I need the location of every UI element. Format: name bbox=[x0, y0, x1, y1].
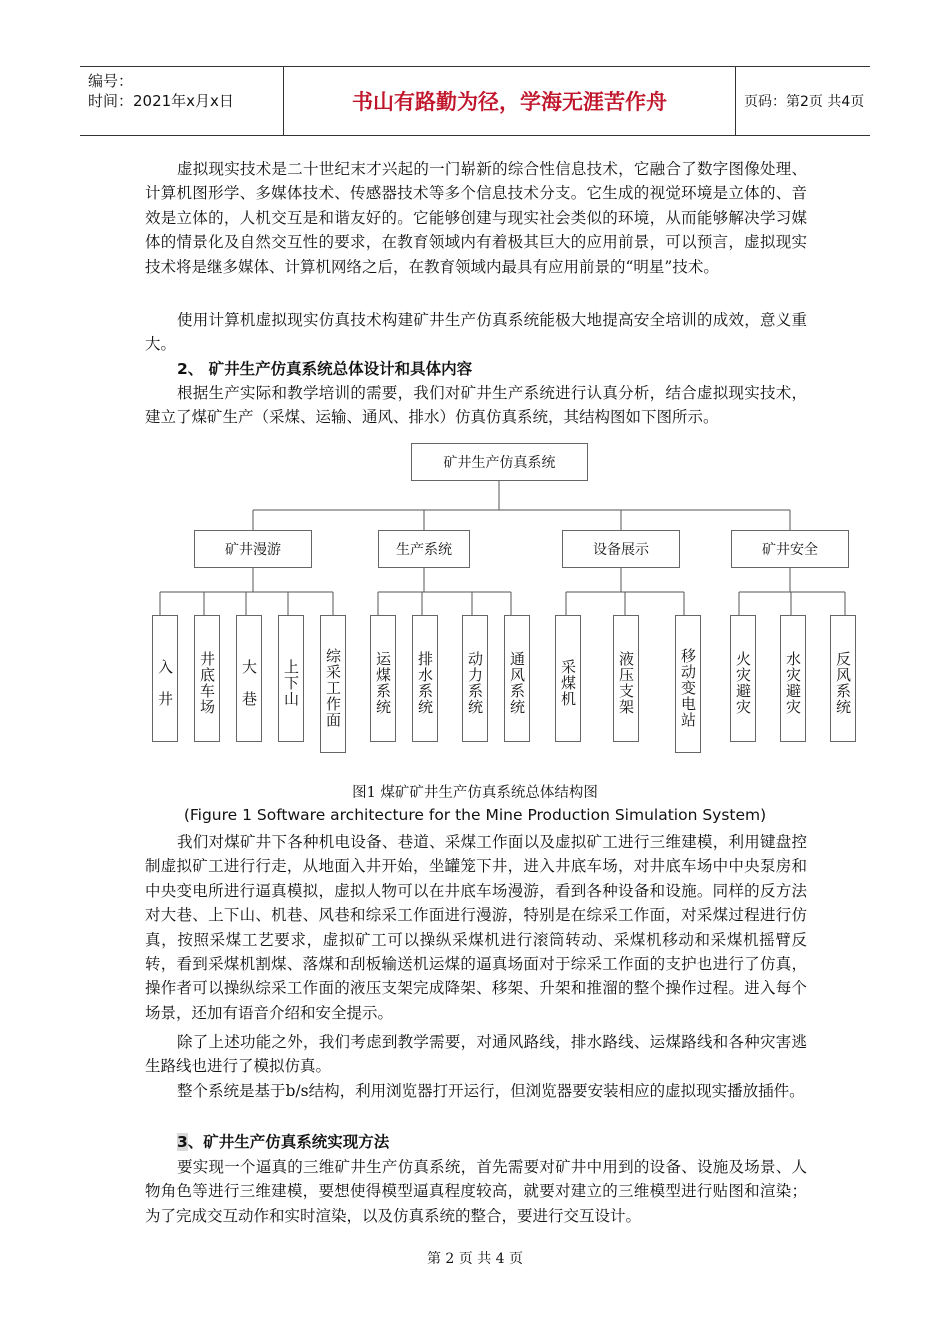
time-label: 时间：2021年x月x日 bbox=[88, 92, 234, 110]
diagram-group-equipment: 设备展示 bbox=[562, 530, 680, 568]
diagram-leaf: 动力系统 bbox=[462, 615, 488, 742]
diagram-group-production: 生产系统 bbox=[378, 530, 470, 568]
diagram-leaf: 上下山 bbox=[278, 615, 304, 742]
diagram-leaf: 井底车场 bbox=[194, 615, 220, 742]
diagram-leaf: 采煤机 bbox=[555, 615, 581, 742]
diagram-leaf: 液压支架 bbox=[613, 615, 639, 742]
page-header bbox=[80, 66, 870, 136]
diagram-leaf: 运煤系统 bbox=[370, 615, 396, 742]
paragraph-structure: 根据生产实际和教学培训的需要，我们对矿井生产系统进行认真分析，结合虚拟现实技术，建立了煤矿生产（采煤、运输、通风、排水）仿真仿真系统，其结构图如下图所示。 bbox=[145, 384, 807, 427]
diagram-leaf: 综采工作面 bbox=[320, 615, 346, 753]
diagram-leaf: 移动变电站 bbox=[675, 615, 701, 753]
paragraph-routes: 除了上述功能之外，我们考虑到教学需要，对通风路线，排水路线、运煤路线和各种灾害逃生路线也进行了模拟仿真。 bbox=[145, 1033, 807, 1076]
header-page-info: 页码：第2页 共4页 bbox=[744, 94, 865, 110]
diagram-leaf: 排水系统 bbox=[412, 615, 438, 742]
paragraph-modeling: 我们对煤矿井下各种机电设备、巷道、采煤工作面以及虚拟矿工进行三维建模，利用键盘控制虚拟矿工进行行走，从地面入井开始，坐罐笼下井，进入井底车场，对井底车场中中央泵房和中央变电所进行逼真模拟，虚拟人物可以在井底车场漫游，看到各种设备和设施。同样的反方法对大巷、上下山、机巷、风巷和综采工作面进行漫游，特别是在综采工作面，对采煤过程进行仿真，按照采煤工艺要求，虚拟矿工可以操纵采煤机进行滚筒转动、采煤机移动和采煤机摇臂反转，看到采煤机割煤、落煤和刮板输送机运煤的逼真场面对于综采工作面的支护也进行了仿真，操作者可以操纵综采工作面的液压支架完成降架、移架、升架和推溜的整个操作过程。进入每个场景，还加有语音介绍和安全提示。 bbox=[145, 833, 807, 1022]
header-motto-cell bbox=[283, 67, 736, 135]
diagram-leaf: 入 井 bbox=[152, 615, 178, 742]
figure-caption-cn: 图1 煤矿矿井生产仿真系统总体结构图 bbox=[352, 785, 598, 801]
number-label: 编号： bbox=[88, 72, 134, 90]
diagram-group-safety: 矿井安全 bbox=[731, 530, 849, 568]
header-motto: 书山有路勤为径，学海无涯苦作舟 bbox=[352, 90, 667, 114]
section-title: 、矿井生产仿真系统实现方法 bbox=[187, 1133, 390, 1151]
diagram-root: 矿井生产仿真系统 bbox=[411, 443, 588, 481]
section-heading-3 bbox=[177, 1130, 389, 1154]
diagram-leaf: 大 巷 bbox=[236, 615, 262, 742]
figure-caption-en: (Figure 1 Software architecture for the Mine Production Simulation System) bbox=[183, 806, 767, 824]
diagram-group-roaming: 矿井漫游 bbox=[194, 530, 312, 568]
page-footer: 第 2 页 共 4 页 bbox=[426, 1251, 524, 1267]
diagram-leaf: 通风系统 bbox=[504, 615, 530, 742]
section-number: 3 bbox=[177, 1133, 188, 1151]
paragraph-intro: 虚拟现实技术是二十世纪末才兴起的一门崭新的综合性信息技术，它融合了数字图像处理、计算机图形学、多媒体技术、传感器技术等多个信息技术分支。它生成的视觉环境是立体的、音效是立体的，人机交互是和谐友好的。它能够创建与现实社会类似的环境，从而能够解决学习媒体的情景化及自然交互性的要求，在教育领域内有着极其巨大的应用前景，可以预言，虚拟现实技术将是继多媒体、计算机网络之后，在教育领域内最具有应用前景的“明星”技术。 bbox=[145, 160, 807, 276]
diagram-leaf: 水灾避灾 bbox=[780, 615, 806, 742]
diagram-leaf: 反风系统 bbox=[830, 615, 856, 742]
paragraph-architecture: 整个系统是基于b/s结构，利用浏览器打开运行，但浏览器要安装相应的虚拟现实播放插件。 bbox=[177, 1082, 805, 1100]
diagram-leaf: 火灾避灾 bbox=[730, 615, 756, 742]
paragraph-implementation: 要实现一个逼真的三维矿井生产仿真系统，首先需要对矿井中用到的设备、设施及场景、人物角色等进行三维建模，要想使得模型逼真程度较高，就要对建立的三维模型进行贴图和渲染；为了完成交互动作和实时渲染，以及仿真系统的整合，要进行交互设计。 bbox=[145, 1158, 807, 1225]
header-meta bbox=[80, 67, 283, 135]
paragraph-significance: 使用计算机虚拟现实仿真技术构建矿井生产仿真系统能极大地提高安全培训的成效，意义重大。 bbox=[145, 311, 807, 354]
section-heading-2: 2、 矿井生产仿真系统总体设计和具体内容 bbox=[177, 360, 473, 378]
